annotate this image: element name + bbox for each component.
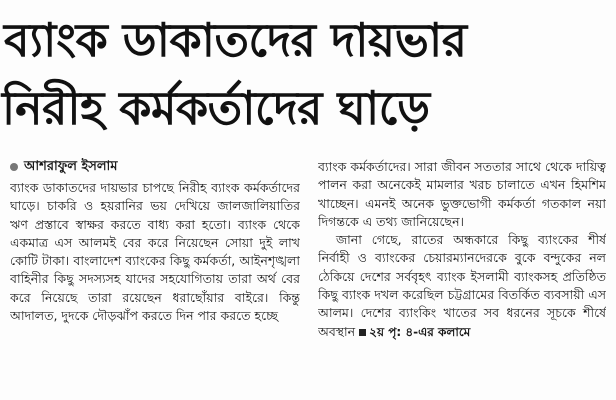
bullet-icon [10,163,18,171]
right-paragraph-2 [318,231,606,341]
continuation-note [359,325,470,339]
right-paragraph-2-text: জানা গেছে, রাতের অন্ধকারে কিছু ব্যাংকের শীর্ষ নির্বাহী ও ব্যাংকের চেয়ারম্যানদেরকে বুকে বন্দুকের নল ঠেকিয়ে দেশের সর্ববৃহৎ ব্যাংক ইসলামী ব্যাংকসহ প্রতিষ্ঠিত কিছু ব্যাংক দখল করেছিল চট্টগ্রামের বিতর্কিত ব্যবসায়ী এস আলম। দেশের ব্যাংকিং খাতের সব ধরনের সূচকে শীর্ষে অবস্থান [318,232,606,339]
article-column-right [318,158,606,394]
headline-line-2: নিরীহ কর্মকর্তাদের ঘাড়ে [2,81,430,135]
left-paragraph-1: ব্যাংক ডাকাতদের দায়ভার চাপছে নিরীহ ব্যাংক কর্মকর্তাদের ঘাড়ে। চাকরি ও হয়রানির ভয় দেখিয়ে জালজালিয়াতির ঋণ প্রস্তাবে স্বাক্ষর করতে বাধ্য করা হতো। ব্যাংক থেকে একমাত্র এস আলমই বের করে নিয়েছেন সোয়া দুই লাখ কোটি টাকা। বাংলাদেশ ব্যাংকের কিছু কর্মকর্তা, আইনশৃঙ্খলা বাহিনীর কিছু সদস্যসহ যাদের সহযোগিতায় তারা অর্থ বের করে নিয়েছে তারা রয়েছেন ধরাছোঁয়ার বাইরে। কিন্তু আদালত, দুদকে দৌড়ঝাঁপ করতে দিন পার করতে হচ্ছে [10,180,300,324]
byline [10,158,300,176]
continuation-label: ২য় পৃ: ৪-এর কলামে [369,324,471,339]
square-bullet-icon [359,329,366,336]
article-column-left [10,158,300,394]
right-paragraph-1: ব্যাংক কর্মকর্তাদের। সারা জীবন সততার সাথে থেকে দায়িত্ব পালন করা অনেকেই মামলার খরচ চালাতে এখন হিমশিম খাচ্ছেন। এমনই অনেক ভুক্তভোগী কর্মকর্তা গতকাল নয়া দিগন্তকে এ তথ্য জানিয়েছেন। [318,159,606,229]
headline-line-1: ব্যাংক ডাকাতদের দায়ভার [4,13,467,67]
headline [0,6,616,142]
byline-author: আশরাফুল ইসলাম [24,158,118,174]
